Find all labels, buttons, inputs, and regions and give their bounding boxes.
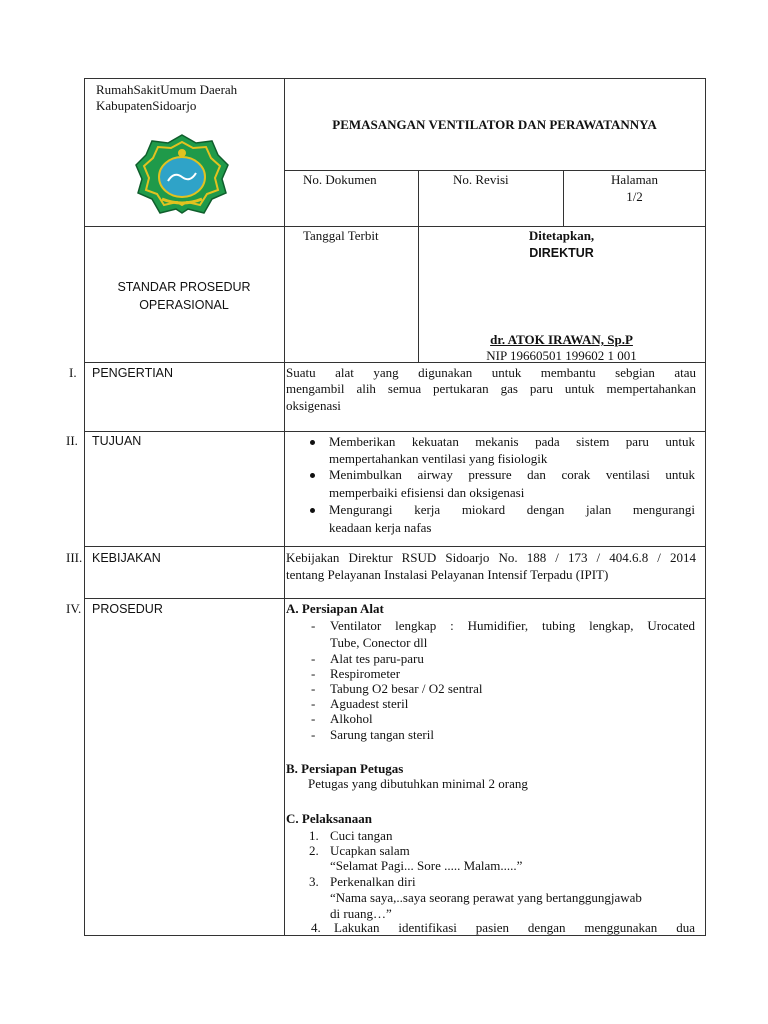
director-nip: NIP 19660501 199602 1 001 (486, 348, 637, 363)
director-name: dr. ATOK IRAWAN, Sp.P (490, 332, 633, 347)
alat-item-2: Alat tes paru-paru (330, 651, 424, 666)
prosedur-b-text: Petugas yang dibutuhkan minimal 2 orang (308, 776, 528, 791)
section-number-tujuan: II. (66, 433, 78, 448)
alat-dash-5: - (311, 696, 316, 711)
pengertian-line-3: oksigenasi (286, 398, 341, 413)
halaman-label: Halaman (611, 172, 658, 187)
alat-dash-4: - (311, 681, 316, 696)
section-label-kebijakan: KEBIJAKAN (92, 551, 161, 565)
section-label-pengertian: PENGERTIAN (92, 366, 174, 380)
sop-title-line1: STANDAR PROSEDUR (117, 280, 251, 294)
alat-item-1-line2: Tube, Conector dll (330, 635, 428, 650)
tujuan-item-1-line1: Memberikan kekuatan mekanis pada sistem paru untuk (329, 434, 695, 449)
section-number-kebijakan: III. (66, 550, 83, 565)
hospital-name-line1: RumahSakitUmum Daerah (96, 82, 238, 97)
tujuan-item-1-line2: mempertahankan ventilasi yang fisiologik (329, 451, 548, 466)
alat-dash-7: - (311, 727, 316, 742)
pelaksanaan-item-2-line1: Ucapkan salam (330, 843, 410, 858)
prosedur-a-title: A. Persiapan Alat (286, 601, 384, 616)
tujuan-item-2-line2: memperbaiki efisiensi dan oksigenasi (329, 485, 525, 500)
pelaksanaan-item-2-line2: “Selamat Pagi... Sore ..... Malam.....” (330, 858, 523, 873)
table-border-right (705, 78, 706, 936)
no-dokumen-label: No. Dokumen (303, 172, 377, 187)
alat-item-1-line1: Ventilator lengkap : Humidifier, tubing lengkap, Urocated (330, 618, 695, 633)
regency-crest-icon (134, 133, 230, 215)
no-revisi-label: No. Revisi (453, 172, 509, 187)
alat-item-6: Alkohol (330, 711, 373, 726)
tujuan-item-3-line2: keadaan kerja nafas (329, 520, 432, 535)
table-border-left (84, 78, 85, 936)
direktur-label: DIREKTUR (529, 246, 594, 260)
halaman-value: 1/2 (626, 189, 643, 204)
pelaksanaan-item-3-line3: di ruang…” (330, 906, 392, 921)
pelaksanaan-item-1: Cuci tangan (330, 828, 393, 843)
title-row-divider (284, 170, 706, 171)
tujuan-item-2-line1: Menimbulkan airway pressure dan corak ventilasi untuk (329, 467, 695, 482)
alat-item-4: Tabung O2 besar / O2 sentral (330, 681, 483, 696)
pengertian-line-2: mengambil alih semua pertukaran gas paru untuk mempertahankan (286, 381, 696, 396)
ditetapkan-label: Ditetapkan, (528, 228, 595, 243)
alat-dash-1: - (311, 618, 316, 633)
pelaksanaan-item-4-line1: Lakukan identifikasi pasien dengan menggunakan dua (334, 920, 695, 935)
section-number-prosedur: IV. (66, 601, 82, 616)
kebijakan-line-1: Kebijakan Direktur RSUD Sidoarjo No. 188 / 173 / 404.6.8 / 2014 (286, 550, 696, 565)
prosedur-c-title: C. Pelaksanaan (286, 811, 372, 826)
pelaksanaan-num-4: 4. (311, 920, 321, 935)
section-label-prosedur: PROSEDUR (92, 602, 163, 616)
alat-dash-3: - (311, 666, 316, 681)
hospital-name-line2: KabupatenSidoarjo (96, 98, 197, 113)
tujuan-bullet-1 (310, 440, 315, 445)
alat-item-5: Aguadest steril (330, 696, 409, 711)
section-number-pengertian: I. (69, 365, 77, 380)
pelaksanaan-num-1: 1. (309, 828, 319, 843)
column-divider (284, 78, 285, 936)
prosedur-b-title: B. Persiapan Petugas (286, 761, 404, 776)
tujuan-bullet-2 (310, 473, 315, 478)
pengertian-row-divider (84, 431, 706, 432)
header-row-divider (84, 226, 706, 227)
kebijakan-line-2: tentang Pelayanan Instalasi Pelayanan Intensif Terpadu (IPIT) (286, 567, 609, 582)
tujuan-row-divider (84, 546, 706, 547)
pelaksanaan-item-3-line1: Perkenalkan diri (330, 874, 416, 889)
alat-dash-2: - (311, 651, 316, 666)
alat-item-7: Sarung tangan steril (330, 727, 434, 742)
pelaksanaan-num-2: 2. (309, 843, 319, 858)
alat-item-3: Respirometer (330, 666, 401, 681)
pengertian-line-1: Suatu alat yang digunakan untuk membantu sebgian atau (286, 365, 696, 380)
tanggal-terbit-label: Tanggal Terbit (303, 228, 379, 243)
tujuan-item-3-line1: Mengurangi kerja miokard dengan jalan mengurangi (329, 502, 695, 517)
pelaksanaan-num-3: 3. (309, 874, 319, 889)
document-title: PEMASANGAN VENTILATOR DAN PERAWATANNYA (332, 117, 657, 132)
table-border-top (84, 78, 706, 79)
section-label-tujuan: TUJUAN (92, 434, 142, 448)
tujuan-bullet-3 (310, 508, 315, 513)
kebijakan-row-divider (84, 598, 706, 599)
pelaksanaan-item-3-line2: “Nama saya,..saya seorang perawat yang bertanggungjawab (330, 890, 642, 905)
sop-title-line2: OPERASIONAL (139, 298, 229, 312)
alat-dash-6: - (311, 711, 316, 726)
